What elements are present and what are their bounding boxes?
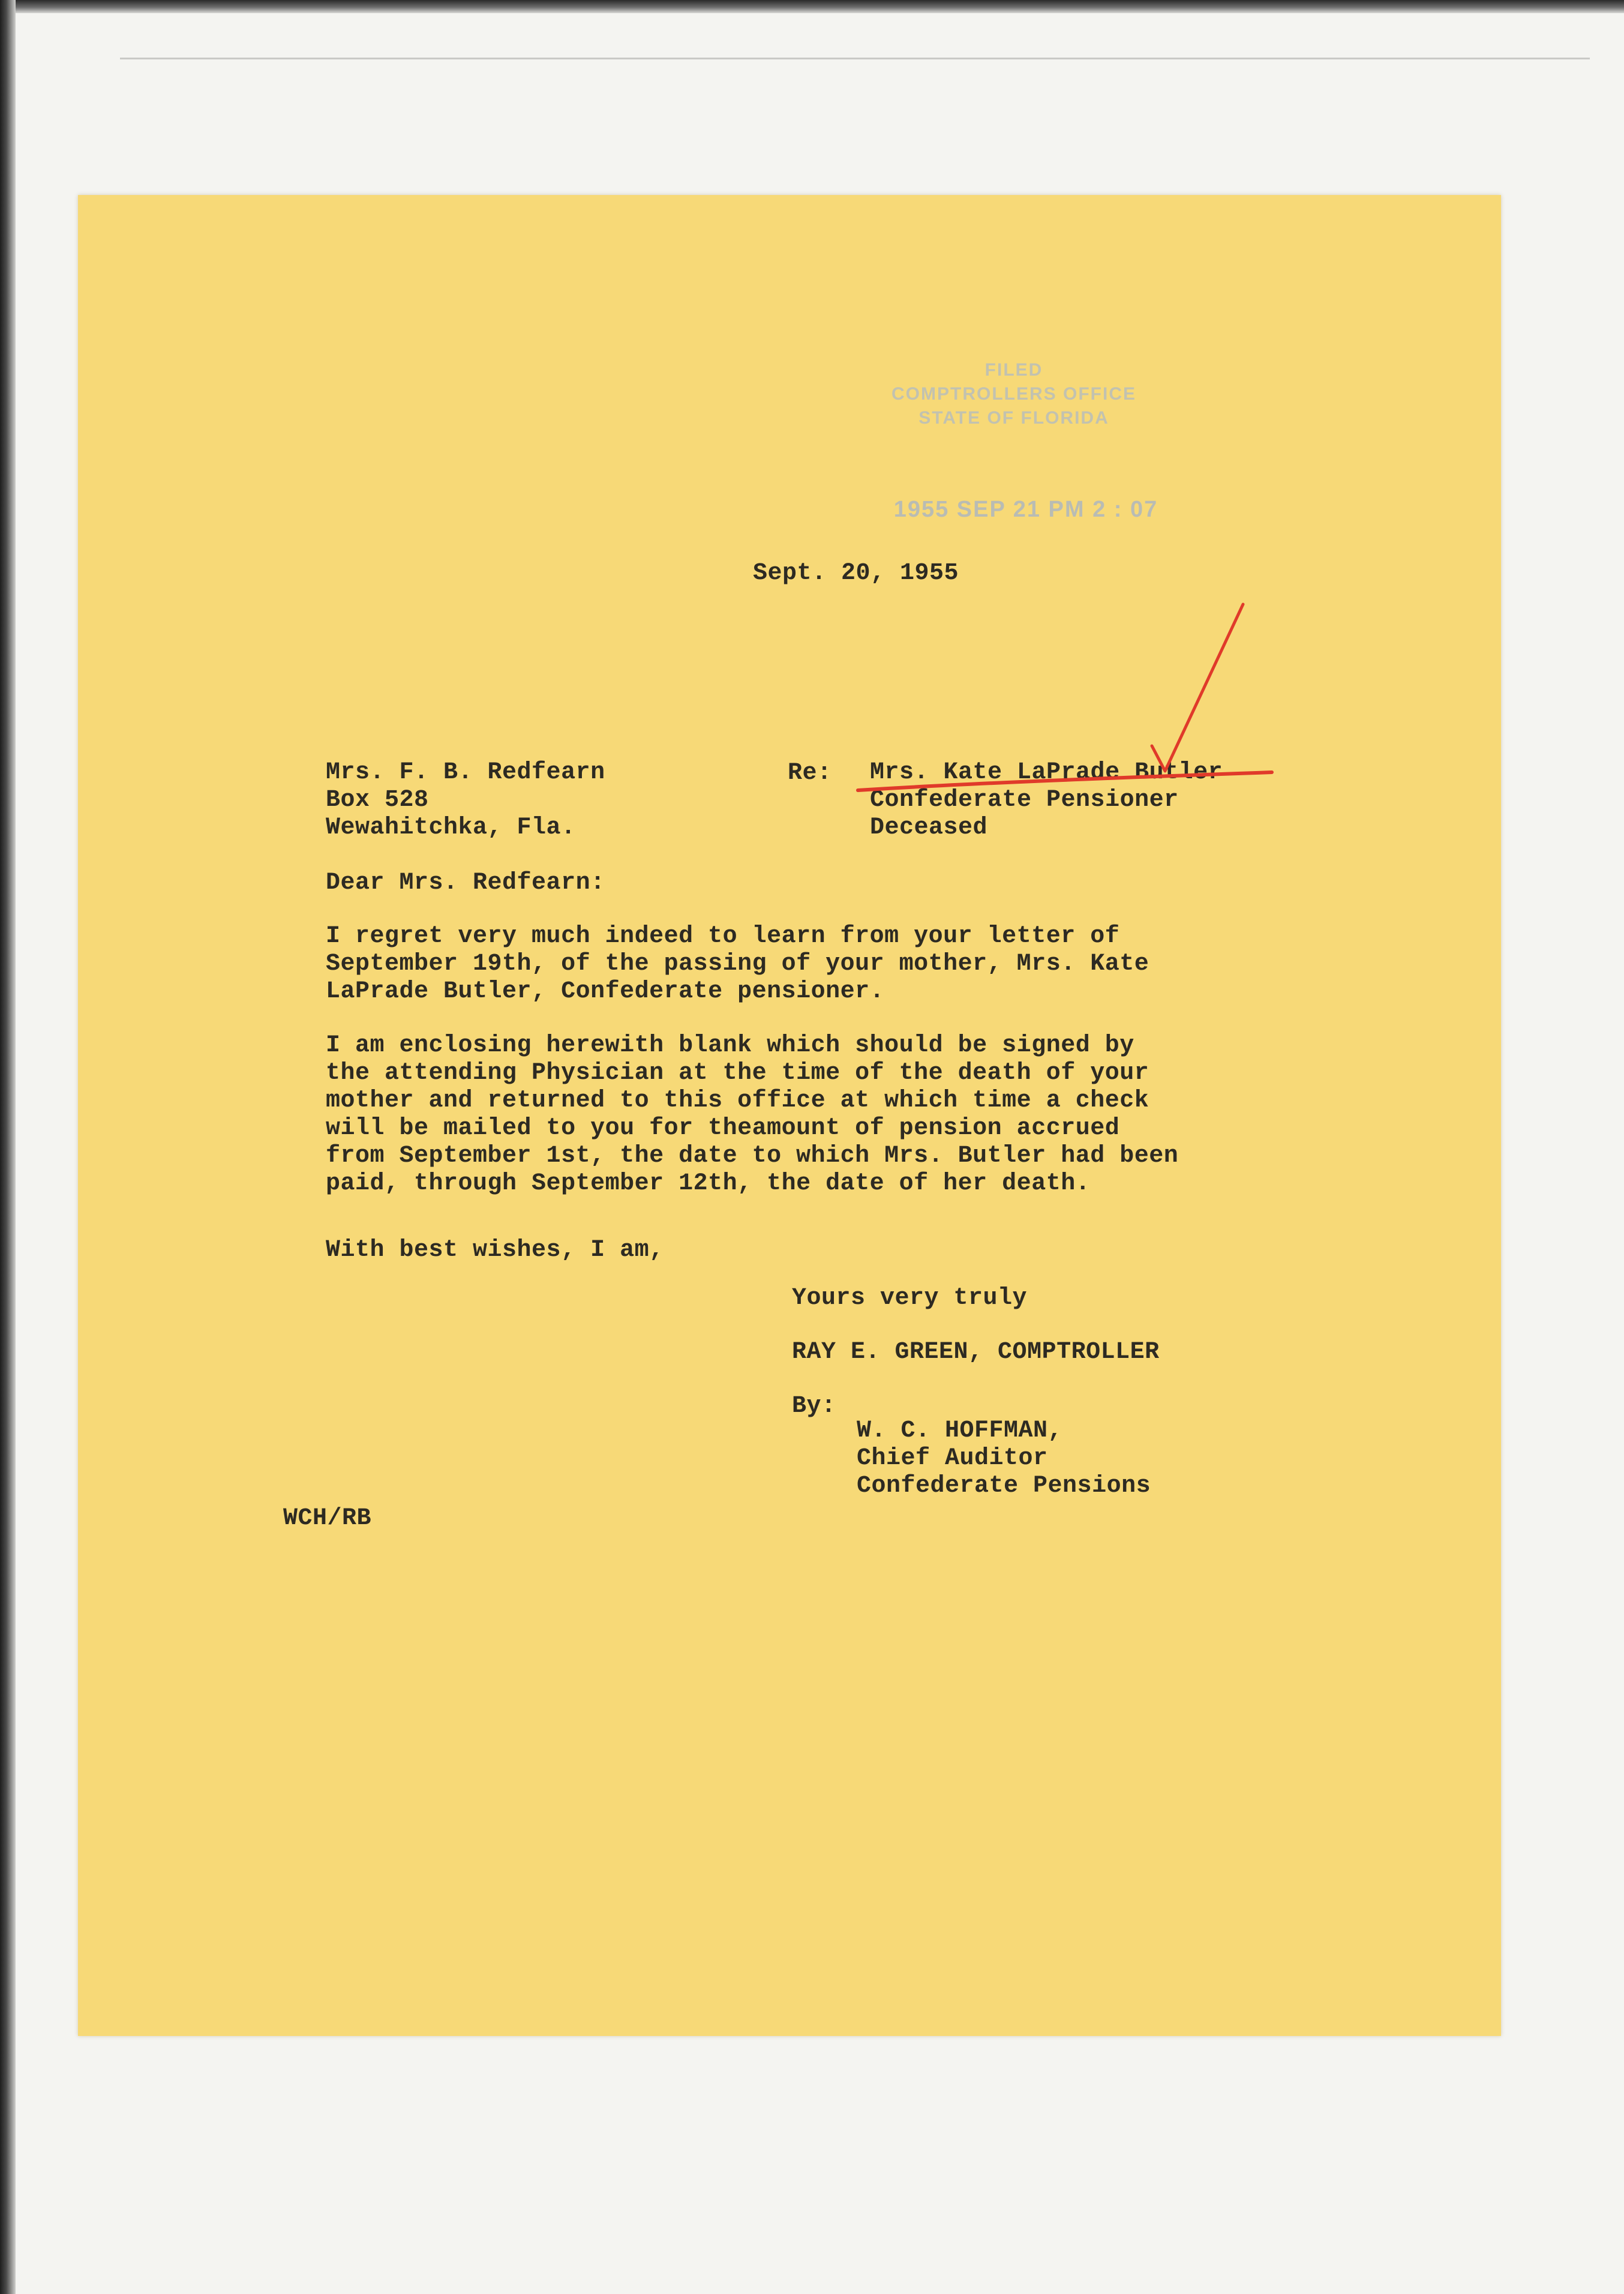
paragraph-1-line: I regret very much indeed to learn from your letter of — [326, 923, 1120, 950]
valediction: Yours very truly — [792, 1285, 1028, 1312]
by-label: By: — [792, 1393, 836, 1420]
scan-left-edge — [0, 0, 16, 2294]
re-pensioner-status: Confederate Pensioner — [870, 787, 1179, 814]
scan-top-edge — [0, 0, 1624, 13]
re-label: Re: — [788, 760, 832, 787]
recipient-box: Box 528 — [326, 787, 429, 814]
letter-sheet — [78, 195, 1501, 2036]
red-check-mark-icon — [1128, 591, 1320, 783]
signer-title: Chief Auditor — [857, 1445, 1048, 1472]
paragraph-2-line: from September 1st, the date to which Mrs. Butler had been — [326, 1142, 1179, 1170]
paragraph-1-line: LaPrade Butler, Confederate pensioner. — [326, 978, 885, 1005]
paragraph-2 — [326, 1032, 1178, 1198]
stamp-line-2: COMPTROLLERS OFFICE — [891, 384, 1136, 404]
paragraph-2-line: paid, through September 12th, the date of her death. — [326, 1170, 1091, 1197]
recipient-address — [326, 759, 605, 842]
signer-department: Confederate Pensions — [857, 1473, 1151, 1500]
paragraph-1 — [326, 923, 1149, 1006]
recipient-city: Wewahitchka, Fla. — [326, 814, 576, 841]
closing-line: With best wishes, I am, — [326, 1237, 664, 1264]
salutation: Dear Mrs. Redfearn: — [326, 869, 605, 896]
signature-block — [857, 1417, 1151, 1500]
paragraph-2-line: will be mailed to you for theamount of pension accrued — [326, 1115, 1120, 1142]
scan-backing-sheet — [120, 24, 1590, 59]
re-pensioner-name: Mrs. Kate LaPrade Butler — [870, 759, 1223, 786]
paragraph-2-line: mother and returned to this office at which time a check — [326, 1087, 1149, 1114]
recipient-name: Mrs. F. B. Redfearn — [326, 759, 605, 786]
re-deceased: Deceased — [870, 814, 988, 841]
typist-initials: WCH/RB — [283, 1505, 372, 1532]
red-strike-line — [852, 765, 1284, 795]
paragraph-1-line: September 19th, of the passing of your mother, Mrs. Kate — [326, 950, 1149, 977]
signatory: RAY E. GREEN, COMPTROLLER — [792, 1339, 1160, 1366]
signer-name: W. C. HOFFMAN, — [857, 1417, 1063, 1444]
stamp-datetime: 1955 SEP 21 PM 2 : 07 — [893, 497, 1158, 522]
stamp-line-1: FILED — [984, 360, 1043, 380]
letter-date: Sept. 20, 1955 — [753, 560, 959, 587]
paragraph-2-line: the attending Physician at the time of the death of your — [326, 1060, 1149, 1087]
received-stamp — [840, 358, 1188, 430]
stamp-line-3: STATE OF FLORIDA — [918, 408, 1109, 428]
paragraph-2-line: I am enclosing herewith blank which should be signed by — [326, 1032, 1134, 1059]
